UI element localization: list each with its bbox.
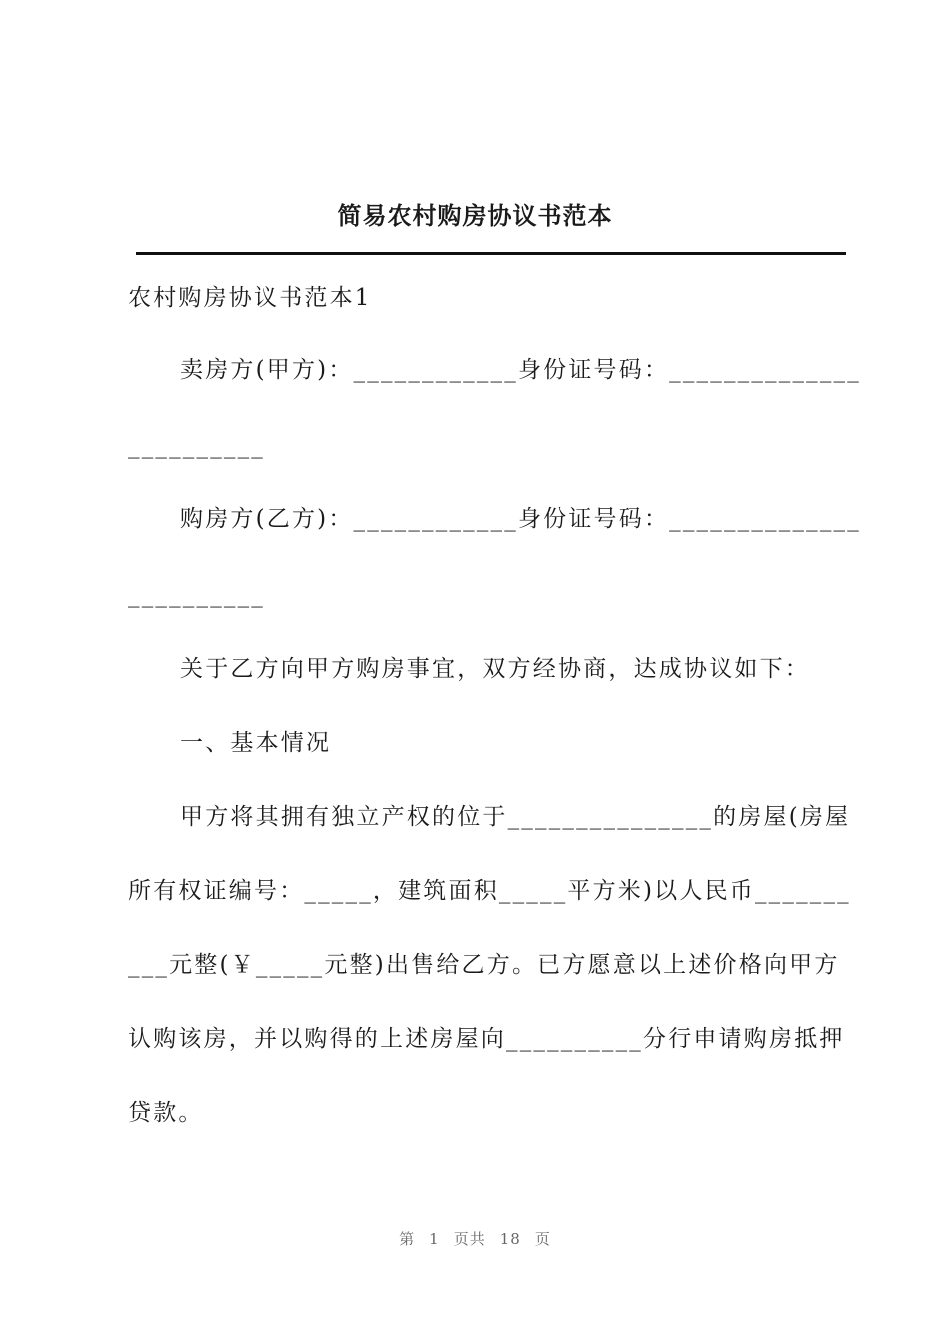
footer-page-number: 1 xyxy=(429,1230,440,1248)
paragraph-line: 甲方将其拥有独立产权的位于_______________的房屋(房屋 xyxy=(180,804,851,830)
paragraph-line: 贷款。 xyxy=(128,1100,204,1126)
buyer-line-continued: __________ xyxy=(128,582,265,608)
section-basic-info-heading: 一、基本情况 xyxy=(180,730,332,756)
footer-total-pages: 18 xyxy=(499,1230,521,1248)
page-footer xyxy=(0,1228,950,1249)
footer-suffix: 页 xyxy=(534,1230,551,1248)
footer-middle: 页共 xyxy=(453,1230,486,1248)
intro-paragraph: 关于乙方向甲方购房事宜，双方经协商，达成协议如下： xyxy=(180,656,810,682)
section-heading: 农村购房协议书范本1 xyxy=(128,285,372,311)
buyer-line: 购房方(乙方)：____________身份证号码：______________ xyxy=(180,506,861,532)
paragraph-line: 所有权证编号：_____，建筑面积_____平方米)以人民币_______ xyxy=(128,878,851,904)
paragraph-line: 认购该房，并以购得的上述房屋向__________分行申请购房抵押 xyxy=(128,1026,845,1052)
document-title: 简易农村购房协议书范本 xyxy=(337,201,613,230)
title-divider xyxy=(136,252,846,255)
seller-line: 卖房方(甲方)：____________身份证号码：______________ xyxy=(180,357,861,383)
paragraph-line: ___元整(￥_____元整)出售给乙方。已方愿意以上述价格向甲方 xyxy=(128,952,840,978)
footer-prefix: 第 xyxy=(399,1230,416,1248)
seller-line-continued: __________ xyxy=(128,433,265,459)
